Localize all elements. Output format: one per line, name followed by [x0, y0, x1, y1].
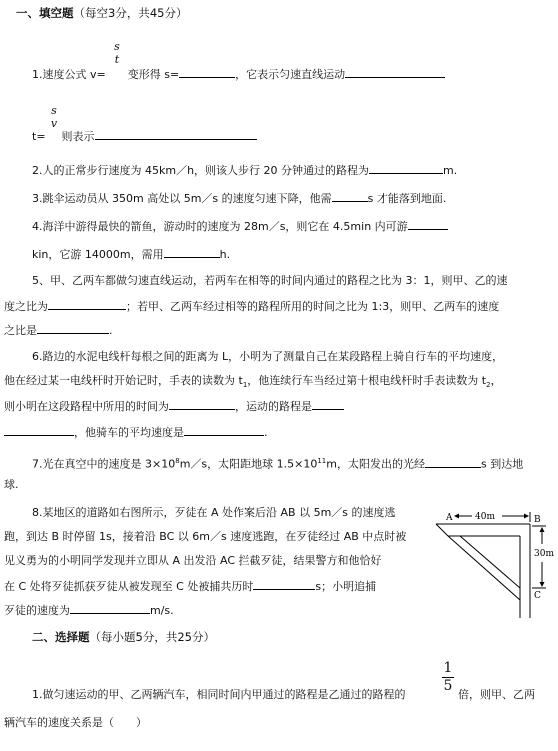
c1-line-1 [32, 688, 406, 702]
q5-blank-2[interactable] [37, 322, 109, 334]
q8-line-2 [4, 530, 406, 544]
q2-text-a: 2.人的正常步行速度为 45km／h，则该人步行 20 分钟通过的路程为 [32, 164, 370, 177]
q6-line-4 [4, 424, 268, 440]
q5-text-b: 度之比为 [4, 300, 48, 313]
q6-blank-3[interactable] [184, 424, 264, 436]
q7-blank[interactable] [425, 456, 481, 468]
q4-line-2 [32, 246, 230, 262]
q6-line-3 [4, 398, 344, 414]
q6-text-b3: ， [490, 374, 502, 387]
q8-line-1 [32, 506, 396, 520]
q5-text-e: . [109, 324, 113, 337]
label-bc-length: 30m [534, 549, 554, 559]
q4-line-1 [32, 218, 448, 234]
q5-line-3 [4, 322, 113, 338]
q1-line-2 [32, 128, 257, 144]
label-a: A [446, 513, 453, 523]
section-1-note: （每空3分，共45分） [73, 6, 188, 20]
q6-blank-2[interactable] [312, 398, 344, 410]
q6-text-d1: ，他骑车的平均速度是 [74, 426, 184, 439]
c1-frac-num: 1 [443, 660, 453, 676]
q1-frac-den: t [114, 53, 120, 66]
q8-text-e2: m/s. [150, 604, 174, 617]
road-diagonal-inner [460, 536, 520, 588]
q6-text-a: 6.路边的水泥电线杆每根之间的距离为 L，小明为了测量自己在某段路程上骑自行车的平均速度， [32, 350, 504, 363]
q1-line-1 [32, 66, 445, 82]
q7-line-1 [32, 454, 523, 472]
q6-text-c1: 则小明在这段路程中所用的时间为 [4, 400, 169, 413]
q8-text-c: 见义勇为的小明同学发现并立即从 A 出发沿 AC 拦截歹徒，结果警方和他恰好 [4, 554, 382, 567]
c1-frac-den: 5 [443, 678, 453, 694]
q7-line-2 [4, 478, 19, 492]
q1-fraction-2 [48, 104, 60, 130]
q2-blank[interactable] [369, 162, 443, 174]
q5-blank-1[interactable] [48, 298, 126, 310]
q6-line-2 [4, 374, 502, 392]
c1-text-a: 1.做匀速运动的甲、乙两辆汽车，相同时间内甲通过的路程是乙通过的路程的 [32, 688, 406, 701]
q6-blank-2b[interactable] [4, 424, 74, 436]
q8-text-d2: s；小明追捕 [315, 580, 377, 593]
q7-sup-2: 11 [317, 457, 327, 465]
q1-blank-1[interactable] [179, 66, 235, 78]
label-ab-length: 40m [475, 512, 495, 522]
section-1-heading: 一、填空题 [16, 6, 74, 20]
section-2-title [32, 630, 215, 644]
q4-text-c: h. [219, 248, 231, 261]
q7-sup-1: 8 [175, 457, 180, 465]
dim-bc-arrow-top [540, 527, 545, 532]
q4-text-b: kin，它游 14000m，需用 [32, 248, 164, 261]
q4-blank-1[interactable] [408, 218, 448, 230]
section-2-heading: 二、选择题 [32, 630, 90, 644]
q1-blank-3[interactable] [95, 128, 257, 140]
q5-text-d: 之比是 [4, 324, 37, 337]
q8-blank-1[interactable] [253, 578, 315, 590]
q4-blank-2[interactable] [164, 246, 220, 258]
q1-text-c: ，它表示匀速直线运动 [235, 68, 346, 81]
c1-line-2 [4, 716, 147, 730]
q3-blank[interactable] [332, 190, 368, 202]
q7-text-a: 7.光在真空中的速度是 3×10 [32, 457, 176, 471]
q5-line-2 [4, 298, 499, 314]
road-diagram [428, 508, 556, 620]
q6-text-c2: ，运动的路程是 [235, 400, 312, 413]
dim-bc-arrow-bottom [540, 582, 545, 587]
q6-blank-1[interactable] [169, 398, 235, 410]
q1-text-a: 1.速度公式 v= [32, 68, 106, 81]
c1-line-1b [458, 688, 535, 702]
q6-text-b1: 他在经过某一电线杆时开始记时，手表的读数为 t [4, 374, 243, 387]
section-1-title [16, 6, 187, 20]
q8-line-5 [4, 602, 174, 618]
label-c: C [534, 591, 541, 601]
q1-text-b: 变形得 s= [127, 68, 180, 81]
dim-ab-arrow-right [524, 514, 529, 519]
q6-line-1 [32, 350, 503, 364]
q7-text-c: m，太阳发出的光经 [326, 457, 425, 471]
q1-text-d: 则表示 [61, 130, 95, 143]
q3-text-a: 3.跳伞运动员从 350m 高处以 5m／s 的速度匀速下降，他需 [32, 192, 332, 205]
q8-text-e1: 歹徒的速度为 [4, 604, 70, 617]
q1-frac2-num: s [51, 104, 57, 117]
q4-text-a: 4.海洋中游得最快的箭鱼，游动时的速度为 28m／s，则它在 4.5min 内可游 [32, 220, 408, 233]
road-diagonal-outer [448, 536, 520, 600]
road-left-cap [436, 524, 448, 536]
q7-text-b: m／s，太阳距地球 1.5×10 [179, 457, 318, 471]
q6-text-b2: ，他连续行车当经过第十根电线杆时手表读数为 t [247, 374, 487, 387]
q1-blank-2[interactable] [345, 66, 445, 78]
q8-text-a: 8.某地区的道路如右图所示，歹徒在 A 处作案后沿 AB 以 5m／s 的速度逃 [32, 506, 396, 519]
c1-text-b: 倍，则甲、乙两 [458, 688, 535, 701]
q8-line-4 [4, 578, 376, 594]
c1-fraction [442, 660, 454, 695]
q6-sub-1: 1 [242, 381, 248, 390]
q7-text-e: 球. [4, 478, 19, 491]
dim-ab-arrow-left [454, 514, 459, 519]
q1-frac-num: s [114, 40, 120, 53]
q1-fraction [111, 40, 123, 66]
q1-text-t: t= [32, 130, 46, 143]
q3-text-b: s 才能落到地面. [367, 192, 447, 205]
c1-text-c: 辆汽车的速度关系是（ ） [4, 716, 147, 729]
q6-text-d2: . [264, 426, 268, 439]
q7-text-d: s 到达地 [480, 457, 524, 471]
q8-line-3 [4, 554, 382, 568]
label-b: B [534, 515, 541, 525]
q8-blank-2[interactable] [70, 602, 150, 614]
q8-text-d1: 在 C 处将歹徒抓获歹徒从被发现至 C 处被捕共历时 [4, 580, 254, 593]
section-2-note: （每小题5分，共25分） [89, 630, 215, 644]
q1-frac2-den: v [50, 117, 58, 130]
q5-line-1 [32, 274, 508, 288]
q8-text-b: 跑，到达 B 时停留 1s，接着沿 BC 以 6m／s 速度逃跑，在歹徒经过 AB 中点时被 [4, 530, 407, 543]
q5-text-a: 5、甲、乙两车都做匀速直线运动，若两车在相等的时间内通过的路程之比为 3：1，则甲、乙的速 [32, 274, 508, 287]
q5-text-c: ；若甲、乙两车经过相等的路程所用的时间之比为 1:3，则甲、乙两车的速度 [126, 300, 500, 313]
q3-line [32, 190, 446, 206]
q2-text-b: m. [443, 164, 458, 177]
q6-sub-2: 2 [486, 381, 491, 390]
q2-line [32, 162, 457, 178]
